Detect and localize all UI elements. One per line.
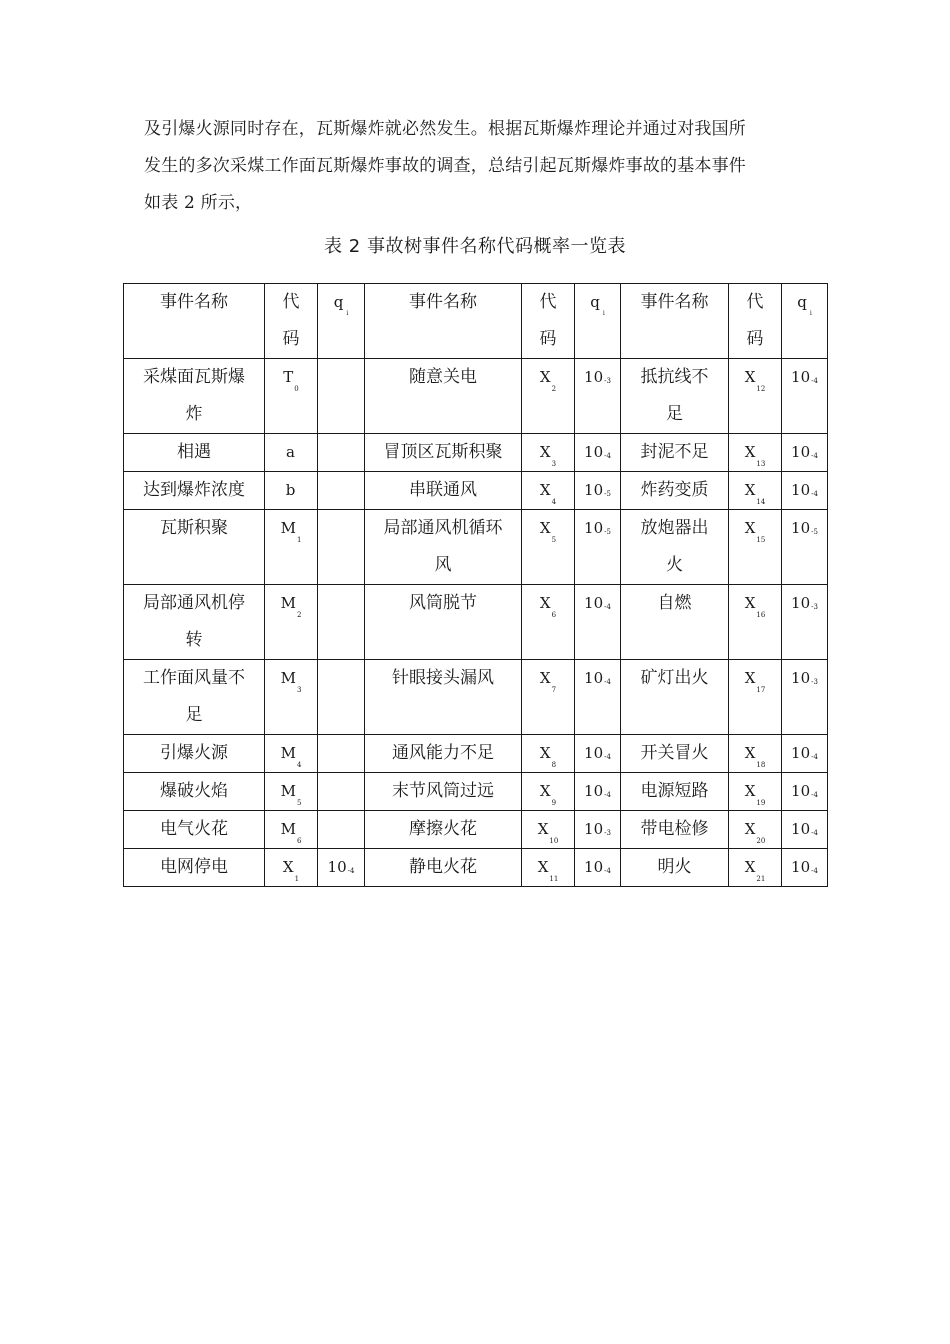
- event-code-cell: [522, 773, 575, 811]
- probability-exponent: -4: [811, 829, 818, 837]
- event-name-line2: 转: [185, 630, 203, 650]
- probability-exponent: -4: [604, 452, 611, 460]
- event-code: X: [744, 443, 756, 461]
- event-code-cell: [729, 735, 782, 773]
- event-code-subscript: 16: [756, 611, 766, 619]
- event-probability-cell: [575, 434, 621, 472]
- event-code-cell: [265, 735, 318, 773]
- event-name-cell: [365, 510, 522, 585]
- event-probability-cell: [318, 359, 365, 434]
- event-code: X: [744, 858, 756, 876]
- table-row: [124, 359, 828, 434]
- event-code-subscript: 5: [551, 536, 557, 544]
- event-code-subscript: 0: [294, 385, 299, 393]
- header-event-name: [124, 284, 265, 359]
- event-code-cell: [729, 585, 782, 660]
- event-name-cell: [124, 472, 265, 510]
- event-code: X: [744, 481, 756, 499]
- event-name-line1: 局部通风机循环: [383, 518, 503, 538]
- event-code: X: [539, 519, 551, 537]
- probability-exponent: -4: [811, 791, 818, 799]
- table-caption: 表 2 事故树事件名称代码概率一览表: [324, 236, 626, 257]
- event-name-cell: [365, 472, 522, 510]
- event-code-subscript: 17: [756, 686, 766, 694]
- header-event-name: [621, 284, 729, 359]
- probability-exponent: -3: [604, 829, 611, 837]
- event-probability-cell: [318, 773, 365, 811]
- event-code: M: [280, 669, 296, 687]
- event-name-line1: 电源短路: [640, 781, 709, 801]
- event-probability-cell: [318, 811, 365, 849]
- event-name-line2: 足: [666, 404, 683, 424]
- event-code-cell: [729, 472, 782, 510]
- event-name-line1: 相遇: [177, 442, 211, 462]
- event-code-subscript: 9: [551, 799, 557, 807]
- event-code-subscript: 6: [551, 611, 557, 619]
- event-name-line1: 工作面风量不: [143, 668, 245, 688]
- event-probability-cell: [318, 585, 365, 660]
- probability-base: 10: [791, 858, 811, 876]
- table-row: [124, 849, 828, 887]
- event-code-subscript: 4: [551, 498, 557, 506]
- event-name-line1: 炸药变质: [640, 480, 709, 500]
- header-event-name-text: 事件名称: [160, 292, 228, 312]
- event-probability-cell: [782, 773, 828, 811]
- event-probability-cell: [782, 735, 828, 773]
- header-event-name-text: 事件名称: [640, 292, 709, 312]
- event-name-cell: [621, 472, 729, 510]
- event-code-subscript: 18: [756, 761, 766, 769]
- event-probability-cell: [782, 359, 828, 434]
- event-name-cell: [621, 510, 729, 585]
- probability-exponent: -3: [811, 603, 818, 611]
- event-name-line1: 达到爆炸浓度: [143, 480, 245, 500]
- probability-exponent: -3: [604, 377, 611, 385]
- event-code-cell: [265, 773, 318, 811]
- paragraph-line: 及引爆火源同时存在，瓦斯爆炸就必然发生。根据瓦斯爆炸理论并通过对我国所: [144, 119, 746, 139]
- event-code-subscript: 8: [551, 761, 557, 769]
- probability-exponent: -4: [811, 753, 818, 761]
- table-row: [124, 472, 828, 510]
- probability-base: 10: [791, 519, 811, 537]
- header-q-sub: i: [809, 310, 812, 317]
- event-name-cell: [621, 735, 729, 773]
- table-body: [124, 284, 828, 887]
- probability-exponent: -4: [604, 791, 611, 799]
- event-code-cell: [265, 585, 318, 660]
- event-code-probability-table: [123, 283, 828, 887]
- table-row: [124, 660, 828, 735]
- event-code-subscript: 19: [756, 799, 766, 807]
- table-row: [124, 510, 828, 585]
- event-name-line1: 采煤面瓦斯爆: [143, 367, 245, 387]
- probability-exponent: -4: [811, 377, 818, 385]
- event-name-cell: [621, 811, 729, 849]
- event-code-cell: [522, 472, 575, 510]
- probability-exponent: -4: [347, 867, 355, 875]
- event-code-subscript: 11: [549, 875, 559, 883]
- header-code-line1: 代: [746, 292, 764, 312]
- probability-exponent: -4: [604, 603, 611, 611]
- event-code: M: [280, 820, 296, 838]
- event-name-cell: [124, 434, 265, 472]
- probability-base: 10: [584, 669, 604, 687]
- header-q: [318, 284, 365, 359]
- event-name-cell: [621, 585, 729, 660]
- event-code: M: [280, 594, 296, 612]
- event-name-cell: [365, 735, 522, 773]
- event-code-subscript: 6: [296, 837, 302, 845]
- event-code: X: [744, 669, 756, 687]
- table-row: [124, 585, 828, 660]
- event-probability-cell: [318, 510, 365, 585]
- probability-base: 10: [584, 858, 604, 876]
- event-name-line2: 炸: [185, 404, 203, 424]
- event-name-cell: [124, 585, 265, 660]
- probability-base: 10: [791, 782, 811, 800]
- probability-exponent: -4: [811, 867, 818, 875]
- event-code-subscript: 13: [756, 460, 766, 468]
- event-code: X: [539, 481, 551, 499]
- table-row: [124, 735, 828, 773]
- event-name-cell: [124, 735, 265, 773]
- event-code-subscript: 15: [756, 536, 766, 544]
- event-name-cell: [365, 660, 522, 735]
- event-code: X: [539, 368, 551, 386]
- event-code-subscript: 3: [551, 460, 557, 468]
- event-code: X: [537, 820, 549, 838]
- event-code: X: [744, 594, 756, 612]
- event-code: X: [539, 594, 551, 612]
- event-code-subscript: 4: [296, 761, 302, 769]
- paragraph-line: 发生的多次采煤工作面瓦斯爆炸事故的调查，总结引起瓦斯爆炸事故的基本事件: [144, 156, 746, 176]
- event-code-cell: [729, 434, 782, 472]
- event-name-line1: 局部通风机停: [143, 593, 245, 613]
- event-name-line1: 针眼接头漏风: [392, 668, 494, 688]
- event-name-line1: 电网停电: [160, 857, 228, 877]
- header-code: [729, 284, 782, 359]
- event-code-cell: [522, 849, 575, 887]
- header-code-line1: 代: [539, 292, 557, 312]
- event-name-cell: [621, 434, 729, 472]
- event-code-subscript: 1: [296, 536, 302, 544]
- probability-base: 10: [584, 820, 604, 838]
- event-code: T: [283, 368, 294, 386]
- event-code-subscript: 10: [549, 837, 559, 845]
- probability-base: 10: [791, 594, 811, 612]
- event-name-line1: 静电火花: [409, 857, 477, 877]
- header-code-line1: 代: [282, 292, 300, 312]
- probability-base: 10: [791, 443, 811, 461]
- event-name-cell: [124, 510, 265, 585]
- event-code-cell: [522, 660, 575, 735]
- header-code: [265, 284, 318, 359]
- event-probability-cell: [575, 735, 621, 773]
- probability-base: 10: [327, 858, 347, 876]
- event-probability-cell: [318, 434, 365, 472]
- probability-base: 10: [584, 782, 604, 800]
- event-probability-cell: [575, 472, 621, 510]
- event-code-subscript: 20: [756, 837, 766, 845]
- event-name-cell: [621, 359, 729, 434]
- event-probability-cell: [318, 660, 365, 735]
- event-probability-cell: [318, 849, 365, 887]
- event-name-cell: [365, 849, 522, 887]
- event-code: X: [744, 782, 756, 800]
- event-name-line1: 摩擦火花: [409, 819, 477, 839]
- event-name-cell: [621, 660, 729, 735]
- event-code-cell: [729, 660, 782, 735]
- event-probability-cell: [782, 585, 828, 660]
- event-name-cell: [621, 849, 729, 887]
- event-name-line1: 封泥不足: [640, 442, 709, 462]
- event-name-cell: [124, 660, 265, 735]
- header-q-base: q: [333, 293, 344, 311]
- event-code-cell: [522, 735, 575, 773]
- event-probability-cell: [575, 811, 621, 849]
- event-name-line1: 通风能力不足: [392, 743, 494, 763]
- event-code: X: [282, 858, 294, 876]
- event-code: X: [744, 820, 756, 838]
- event-code-subscript: 14: [756, 498, 766, 506]
- probability-base: 10: [791, 669, 811, 687]
- event-name-line1: 电气火花: [160, 819, 228, 839]
- event-probability-cell: [575, 585, 621, 660]
- probability-base: 10: [791, 744, 811, 762]
- event-name-line1: 开关冒火: [640, 743, 709, 763]
- event-code-cell: [522, 359, 575, 434]
- header-q: [782, 284, 828, 359]
- event-code: b: [285, 481, 296, 499]
- header-q-base: q: [797, 293, 807, 311]
- event-probability-cell: [575, 359, 621, 434]
- event-code-cell: [729, 359, 782, 434]
- event-code-subscript: 1: [294, 875, 300, 883]
- event-name-line1: 瓦斯积聚: [160, 518, 228, 538]
- header-q: [575, 284, 621, 359]
- event-code-cell: [265, 660, 318, 735]
- event-name-cell: [365, 773, 522, 811]
- event-name-cell: [124, 811, 265, 849]
- event-name-line1: 串联通风: [409, 480, 477, 500]
- header-event-name: [365, 284, 522, 359]
- event-code-cell: [265, 434, 318, 472]
- header-q-base: q: [590, 293, 600, 311]
- event-code: X: [539, 782, 551, 800]
- header-event-name-text: 事件名称: [409, 292, 477, 312]
- probability-exponent: -4: [604, 678, 611, 686]
- probability-base: 10: [584, 481, 604, 499]
- probability-base: 10: [791, 820, 811, 838]
- probability-exponent: -5: [604, 528, 611, 536]
- event-code-cell: [265, 472, 318, 510]
- probability-exponent: -4: [811, 490, 818, 498]
- event-code-cell: [522, 510, 575, 585]
- probability-exponent: -4: [811, 452, 818, 460]
- probability-base: 10: [584, 443, 604, 461]
- event-probability-cell: [318, 472, 365, 510]
- event-code: X: [537, 858, 549, 876]
- probability-base: 10: [791, 481, 811, 499]
- probability-base: 10: [584, 744, 604, 762]
- event-name-line1: 冒顶区瓦斯积聚: [383, 442, 503, 462]
- header-q-sub: i: [346, 310, 349, 317]
- event-name-cell: [365, 585, 522, 660]
- event-probability-cell: [782, 434, 828, 472]
- probability-exponent: -3: [811, 678, 818, 686]
- event-code-cell: [522, 585, 575, 660]
- event-code: a: [286, 443, 295, 461]
- event-code: M: [280, 519, 296, 537]
- event-name-line1: 放炮器出: [640, 518, 709, 538]
- event-probability-cell: [318, 735, 365, 773]
- table-row: [124, 434, 828, 472]
- header-code: [522, 284, 575, 359]
- event-name-line1: 随意关电: [409, 367, 477, 387]
- table-row: [124, 773, 828, 811]
- event-name-line1: 抵抗线不: [640, 367, 709, 387]
- event-name-line2: 足: [185, 705, 203, 725]
- event-name-cell: [365, 434, 522, 472]
- event-code-subscript: 12: [756, 385, 766, 393]
- event-name-cell: [621, 773, 729, 811]
- event-name-line1: 矿灯出火: [640, 668, 709, 688]
- event-code-cell: [265, 359, 318, 434]
- event-code: X: [539, 443, 551, 461]
- event-probability-cell: [575, 773, 621, 811]
- probability-exponent: -4: [604, 867, 611, 875]
- event-code: X: [744, 744, 756, 762]
- event-code-subscript: 2: [551, 385, 557, 393]
- event-name-line1: 风筒脱节: [409, 593, 477, 613]
- event-name-cell: [124, 773, 265, 811]
- paragraph-line: 如表 2 所示，: [144, 193, 253, 213]
- event-probability-cell: [575, 510, 621, 585]
- header-q-sub: i: [602, 310, 605, 317]
- header-code-line2: 码: [746, 329, 764, 349]
- event-code-subscript: 21: [756, 875, 766, 883]
- event-name-line1: 带电检修: [640, 819, 709, 839]
- event-code: M: [280, 782, 296, 800]
- header-code-line2: 码: [282, 329, 300, 349]
- event-name-cell: [124, 359, 265, 434]
- event-name-cell: [365, 359, 522, 434]
- event-probability-cell: [782, 849, 828, 887]
- event-code: X: [744, 519, 756, 537]
- event-code-subscript: 3: [296, 686, 302, 694]
- event-code-cell: [729, 849, 782, 887]
- body-paragraph: [144, 111, 824, 222]
- event-probability-cell: [782, 510, 828, 585]
- event-probability-cell: [575, 660, 621, 735]
- probability-base: 10: [584, 519, 604, 537]
- probability-exponent: -5: [604, 490, 611, 498]
- event-code-cell: [265, 849, 318, 887]
- probability-base: 10: [584, 368, 604, 386]
- event-probability-cell: [782, 472, 828, 510]
- event-code-cell: [729, 811, 782, 849]
- event-code-subscript: 2: [296, 611, 302, 619]
- event-code-cell: [522, 811, 575, 849]
- event-name-line1: 引爆火源: [160, 743, 228, 763]
- probability-base: 10: [584, 594, 604, 612]
- event-code: M: [280, 744, 296, 762]
- event-code-cell: [729, 773, 782, 811]
- event-code-subscript: 5: [296, 799, 302, 807]
- event-code: X: [744, 368, 756, 386]
- event-code-cell: [265, 510, 318, 585]
- probability-base: 10: [791, 368, 811, 386]
- event-name-line1: 明火: [657, 857, 692, 877]
- event-code-cell: [729, 510, 782, 585]
- table-row: [124, 811, 828, 849]
- event-code-cell: [265, 811, 318, 849]
- event-name-cell: [365, 811, 522, 849]
- event-code: X: [539, 744, 551, 762]
- event-name-line2: 火: [666, 555, 683, 575]
- event-name-line1: 自燃: [657, 593, 692, 613]
- event-code-subscript: 7: [551, 686, 557, 694]
- event-code: X: [539, 669, 551, 687]
- event-probability-cell: [575, 849, 621, 887]
- event-probability-cell: [782, 811, 828, 849]
- event-name-line2: 风: [434, 555, 452, 575]
- header-row: [124, 284, 828, 359]
- event-probability-cell: [782, 660, 828, 735]
- probability-exponent: -4: [604, 753, 611, 761]
- probability-exponent: -5: [811, 528, 818, 536]
- event-name-line1: 爆破火焰: [160, 781, 228, 801]
- event-code-cell: [522, 434, 575, 472]
- header-code-line2: 码: [539, 329, 557, 349]
- event-name-line1: 末节风筒过远: [392, 781, 494, 801]
- event-name-cell: [124, 849, 265, 887]
